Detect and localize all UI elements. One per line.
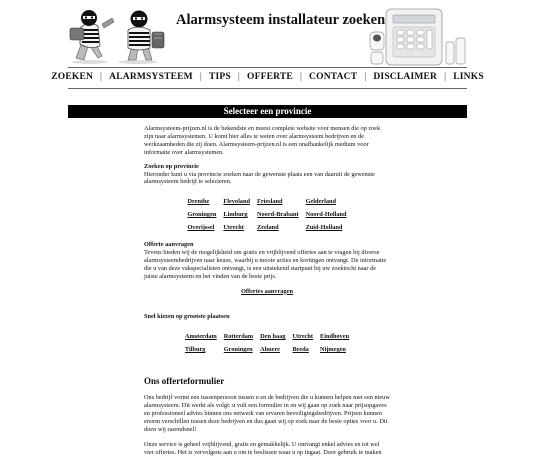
nav-bottom-divider	[68, 88, 467, 89]
nav-separator: |	[364, 72, 367, 82]
main-content	[144, 125, 390, 457]
nav-separator: |	[237, 72, 240, 82]
province-link-noord-brabant[interactable]: Noord-Brabant	[256, 211, 299, 219]
nav-separator: |	[199, 72, 202, 82]
burglar-illustration	[68, 6, 168, 64]
section-title-bar: Selecteer een provincie	[68, 105, 467, 118]
city-link-almere[interactable]: Almere	[260, 346, 280, 354]
offer-form-heading: Ons offerteformulier	[144, 376, 225, 387]
nav-top-divider	[68, 67, 467, 68]
city-link-utrecht[interactable]: Utrecht	[292, 333, 314, 341]
province-search-text: Hieronder kunt u via provincie zoeken naar de gewenste plaats een van daaruit de gewenste alarmsysteem bedrijf te selecteren.	[144, 170, 375, 186]
province-link-overijssel[interactable]: Overijssel	[187, 224, 215, 232]
province-link-gelderland[interactable]: Gelderland	[305, 198, 337, 206]
intro-text: Alarmsysteem-prijzen.nl is de bekendste en meest complete website voor mensen die op zoek zijn naar alarmsystemen. U komt hier alles te weten over alarmsysteem bedrijven en de werkzaamheden die zij doen. Alarmsysteem-prijzen.nl is een onafhankelijk medium voor informatie over alarmsystemen.	[144, 125, 381, 156]
province-link-noord-holland[interactable]: Noord-Holland	[305, 211, 347, 219]
province-link-groningen[interactable]: Groningen	[187, 211, 217, 219]
nav-separator: |	[444, 72, 447, 82]
nav-links[interactable]: LINKS	[453, 72, 484, 82]
main-nav	[51, 72, 484, 82]
alarm-panel-illustration	[368, 6, 468, 68]
nav-alarmsysteem[interactable]: ALARMSYSTEEM	[109, 72, 193, 82]
offer-request-link[interactable]: Offertes aanvragen	[241, 287, 293, 295]
city-link-groningen[interactable]: Groningen	[223, 346, 253, 354]
offer-form-text-2: Onze service is geheel vrijblijvend, gratis en gemakkelijk. U ontvangt enkel advies en tot wel vier offertes. Het is vervolgens aan u om te beslissen waar u op ingaat. Door gebruik te maken	[144, 440, 382, 456]
city-link-rotterdam[interactable]: Rotterdam	[223, 333, 254, 341]
province-link-flevoland[interactable]: Flevoland	[223, 198, 250, 206]
nav-zoeken[interactable]: ZOEKEN	[51, 72, 94, 82]
province-link-zuid-holland[interactable]: Zuid-Holland	[305, 224, 343, 232]
province-link-zeeland[interactable]: Zeeland	[256, 224, 279, 232]
city-link-breda[interactable]: Breda	[292, 346, 309, 354]
province-link-utrecht[interactable]: Utrecht	[223, 224, 244, 232]
city-link-tilburg[interactable]: Tilburg	[184, 346, 206, 354]
province-links	[144, 198, 390, 232]
offer-form-text: Ons bedrijf vormt een tussenpersoon tussen u en de bedrijven die u kunnen helpen met een nieuw alarmsysteem. Dit werkt als volgt: u vult een formulier in en wij gaan op zoek naar prijsopgaves en professioneel advies binnen ons netwerk van ervaren beveiligingsbedrijven. Prijzen kunnen enorm verschillen tussen deze bedrijven en dus gaan wij op zoek naar de beste opties voor u. Dit doen wij razendsnel!	[144, 394, 390, 433]
city-link-den-haag[interactable]: Den haag	[260, 333, 286, 341]
city-link-eindhoven[interactable]: Eindhoven	[320, 333, 350, 341]
nav-separator: |	[100, 72, 103, 82]
city-link-nijmegen[interactable]: Nijmegen	[320, 346, 346, 354]
nav-disclaimer[interactable]: DISCLAIMER	[373, 72, 438, 82]
nav-offerte[interactable]: OFFERTE	[247, 72, 293, 82]
offer-text: Tevens bieden wij de mogelijkheid om gratis en vrijblijvend offertes aan te vragen bij diverse alarmsysteembedrijven naar keuze, waarbij u mooie acties en kortingen ontvangt. De informatie die u van deze vakspecialisten ontvangt, is een uitstekend startpunt bij uw zoektocht naar de juiste alarmsysteem en het vinden van de beste prijs.	[144, 248, 387, 280]
province-search-heading: Zoeken op provincie	[144, 162, 199, 170]
city-links	[144, 333, 390, 354]
offer-heading: Offerte aanvragen	[144, 241, 194, 249]
city-link-amsterdam[interactable]: Amsterdam	[184, 333, 217, 341]
province-link-limburg[interactable]: Limburg	[223, 211, 248, 219]
cities-heading: Snel kiezen op grootste plaatsen	[144, 312, 230, 320]
province-link-drenthe[interactable]: Drenthe	[187, 198, 210, 206]
site-title: Alarmsysteem installateur zoeken	[176, 12, 386, 28]
province-link-friesland[interactable]: Friesland	[256, 198, 283, 206]
nav-tips[interactable]: TIPS	[208, 72, 231, 82]
nav-contact[interactable]: CONTACT	[309, 72, 358, 82]
nav-separator: |	[299, 72, 303, 82]
